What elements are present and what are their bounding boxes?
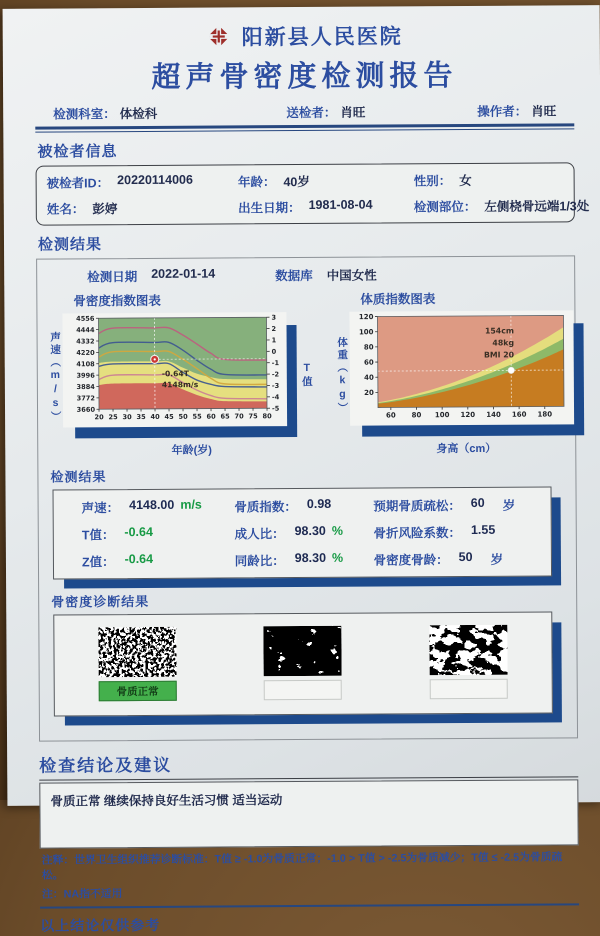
test-date-row: 检测日期 2022-01-14 数据库 中国女性	[87, 264, 564, 285]
patient-field-site: 检测部位： 左侧桡骨远端1/3处	[414, 196, 564, 215]
report-meta-row	[35, 101, 574, 122]
conclusion-text: 骨质正常 继续保持良好生活习惯 适当运动	[50, 793, 282, 808]
bone-density-chart-block	[47, 288, 335, 459]
header-divider	[35, 123, 574, 132]
bone-chart-ylabel: 声速（m/s）	[50, 331, 61, 423]
conclusion-box	[39, 779, 578, 848]
svg-text:-1: -1	[271, 359, 279, 367]
svg-text:20: 20	[94, 413, 104, 421]
svg-text:120: 120	[358, 313, 373, 321]
result-peer-ratio: 同龄比： 98.30 %	[235, 551, 374, 570]
bone-texture-image-normal	[98, 627, 176, 677]
diagnosis-item-osteopenia	[264, 626, 342, 700]
svg-text:48kg: 48kg	[492, 338, 514, 347]
svg-text:4220: 4220	[76, 349, 95, 357]
svg-text:-2: -2	[271, 370, 279, 378]
note-na: 注：NA指不适用	[42, 883, 579, 901]
svg-text:80: 80	[363, 343, 373, 351]
svg-text:3884: 3884	[76, 383, 95, 391]
patient-field-id: 被检者ID： 20220114006	[47, 172, 238, 191]
svg-text:55: 55	[192, 413, 202, 421]
patient-section-title: 被检者信息	[37, 137, 574, 161]
svg-text:40: 40	[150, 413, 160, 421]
results-values-box	[53, 486, 553, 579]
svg-text:80: 80	[411, 411, 421, 419]
result-expected-osteoporosis-age: 预期骨质疏松： 60 岁	[373, 496, 544, 515]
footer-disclaimer: 以上结论仅供参考	[40, 912, 579, 935]
svg-text:120: 120	[460, 411, 475, 419]
diagnosis-title: 骨密度诊断结果	[51, 588, 566, 610]
svg-text:60: 60	[385, 411, 395, 419]
svg-text:-5: -5	[271, 405, 279, 413]
bone-texture-image-osteoporosis	[429, 625, 507, 675]
diagnosis-item-osteoporosis	[429, 625, 507, 699]
svg-text:180: 180	[537, 410, 552, 418]
diagnosis-label-normal: 骨质正常	[99, 681, 177, 701]
svg-text:3: 3	[271, 314, 276, 322]
conclusion-title: 检查结论及建议	[39, 748, 578, 780]
bmi-chart-title: 体质指数图表	[360, 288, 596, 307]
results-subsection-title: 检测结果	[50, 463, 565, 485]
svg-text:3660: 3660	[76, 406, 95, 414]
svg-text:160: 160	[511, 411, 526, 419]
patient-field-name: 姓名： 彭婷	[47, 198, 238, 217]
bone-density-chart	[62, 312, 287, 427]
svg-text:0: 0	[271, 348, 276, 356]
report-title: 超声骨密度检测报告	[35, 52, 574, 96]
svg-text:1: 1	[271, 336, 276, 344]
note-who-standard: 注释：世界卫生组织推荐诊断标准：T值 ≥ -1.0为骨质正常；-1.0 > T值 > -2.5为骨质减少；T值 ≤ -2.5为骨质疏松。	[42, 849, 579, 882]
svg-text:4108: 4108	[76, 360, 95, 368]
svg-text:BMI 20: BMI 20	[483, 350, 514, 359]
header	[35, 19, 574, 52]
patient-info-box	[36, 162, 575, 225]
svg-text:3772: 3772	[76, 394, 95, 402]
svg-text:60: 60	[206, 413, 216, 421]
svg-text:4444: 4444	[76, 326, 95, 334]
svg-text:75: 75	[248, 412, 258, 420]
footer-divider	[40, 903, 579, 908]
results-section-title: 检测结果	[38, 230, 575, 254]
svg-text:140: 140	[486, 411, 501, 419]
svg-text:154cm: 154cm	[484, 326, 513, 335]
svg-text:25: 25	[108, 413, 118, 421]
svg-text:4332: 4332	[76, 337, 95, 345]
svg-text:65: 65	[220, 412, 230, 420]
svg-text:50: 50	[178, 413, 188, 421]
svg-text:4148m/s: 4148m/s	[161, 380, 198, 389]
svg-text:-0.64T: -0.64T	[161, 369, 189, 378]
patient-field-age: 年龄： 40岁	[238, 171, 414, 190]
bone-density-chart-title: 骨密度指数图表	[73, 290, 334, 310]
svg-text:100: 100	[434, 411, 449, 419]
charts-row	[47, 286, 565, 458]
bmi-chart-xlabel: 身高（cm）	[335, 439, 597, 457]
hospital-logo-icon	[206, 23, 232, 49]
results-outer-box	[36, 255, 578, 741]
report-paper	[3, 5, 600, 806]
svg-text:-3: -3	[271, 382, 279, 390]
svg-text:-4: -4	[271, 393, 279, 401]
svg-text:4556: 4556	[76, 315, 95, 323]
bmi-chart-block	[334, 286, 597, 457]
result-adult-ratio: 成人比： 98.30 %	[235, 524, 374, 543]
bmi-chart	[349, 310, 574, 425]
svg-text:45: 45	[164, 413, 174, 421]
result-t-value: T值： -0.64	[82, 524, 235, 543]
diagnosis-item-normal	[98, 627, 176, 701]
result-bone-index: 骨质指数： 0.98	[234, 497, 373, 516]
patient-field-sex: 性别： 女	[414, 170, 564, 189]
svg-text:60: 60	[363, 359, 373, 367]
svg-text:40: 40	[364, 374, 374, 382]
svg-text:80: 80	[262, 412, 272, 420]
svg-text:100: 100	[358, 328, 373, 336]
meta-operator: 操作者： 肖旺	[477, 101, 556, 119]
svg-text:35: 35	[136, 413, 146, 421]
diagnosis-box	[53, 611, 553, 716]
bone-chart-tlabel: T值	[301, 362, 312, 389]
meta-sender: 送检者： 肖旺	[286, 103, 365, 121]
meta-department: 检测科室： 体检科	[53, 104, 157, 123]
result-sos: 声速： 4148.00 m/s	[82, 497, 235, 516]
result-fracture-risk: 骨折风险系数： 1.55	[373, 523, 544, 542]
diagnosis-label-osteoporosis	[430, 679, 508, 699]
svg-text:30: 30	[122, 413, 132, 421]
svg-text:2: 2	[271, 325, 276, 333]
bone-texture-image-osteopenia	[264, 626, 342, 676]
svg-text:3996: 3996	[76, 372, 95, 380]
svg-text:70: 70	[234, 412, 244, 420]
bmi-chart-ylabel: 体重（kg）	[337, 336, 348, 414]
svg-text:20: 20	[364, 389, 374, 397]
result-z-value: Z值： -0.64	[82, 551, 235, 570]
diagnosis-label-osteopenia	[264, 680, 342, 700]
bone-chart-xlabel: 年龄(岁)	[48, 441, 335, 459]
hospital-name: 阳新县人民医院	[242, 20, 403, 51]
patient-field-birth: 出生日期： 1981-08-04	[238, 197, 414, 216]
result-bone-age: 骨密度骨龄： 50 岁	[374, 550, 545, 569]
